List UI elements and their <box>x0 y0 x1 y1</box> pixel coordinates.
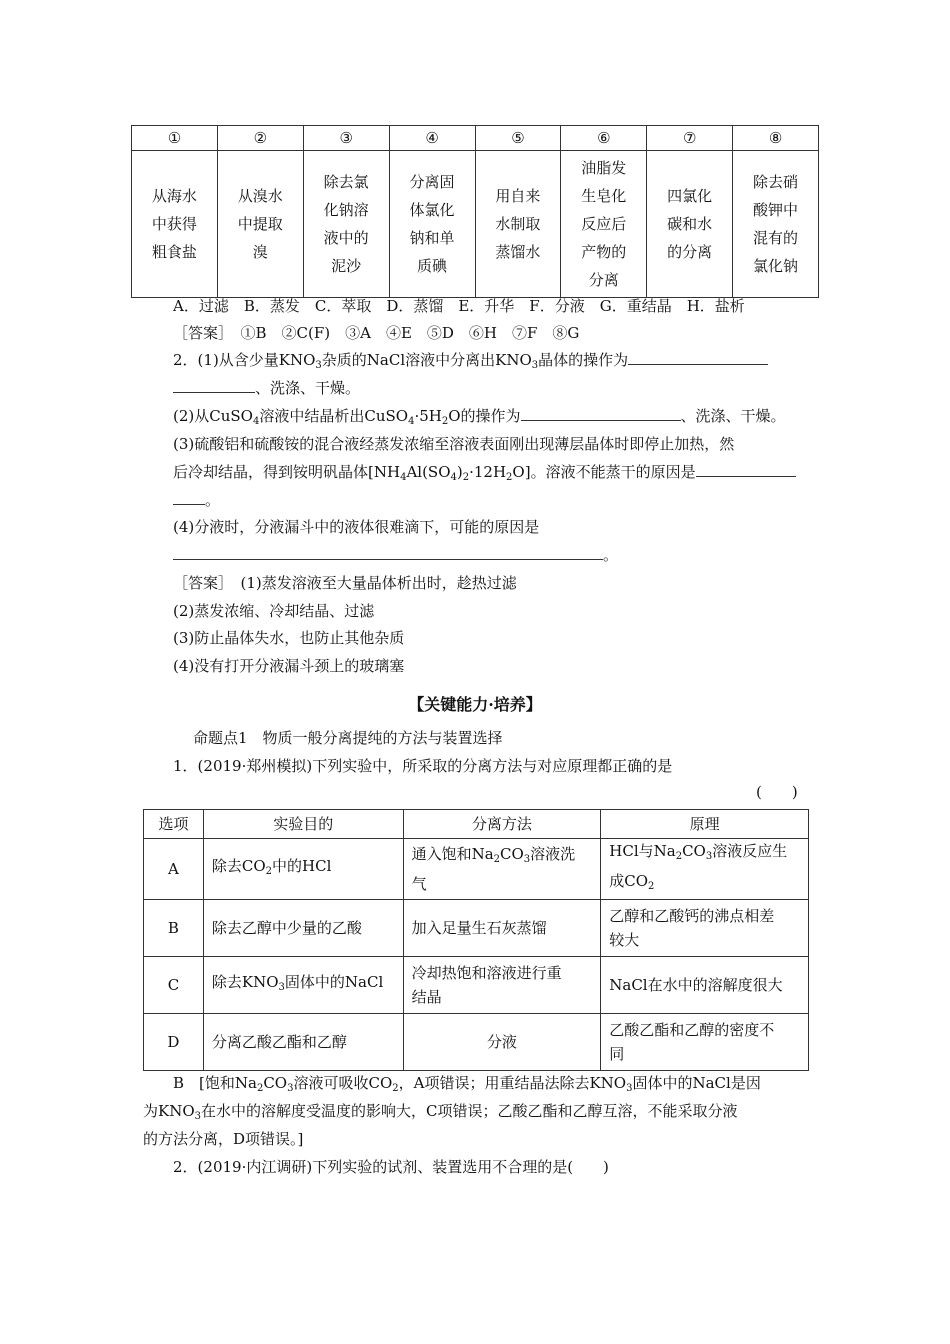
answer-2-line3: (3)防止晶体失水，也防止其他杂质 <box>173 629 405 647</box>
text: 。 <box>205 491 221 509</box>
table1-task <box>475 151 561 298</box>
table1-number: ⑤ <box>475 126 561 151</box>
task-line: 混有的 <box>753 229 799 247</box>
table1-number: ④ <box>389 126 475 151</box>
explanation-line2 <box>143 1101 738 1127</box>
text: CO <box>263 1074 288 1092</box>
table1-number: ③ <box>303 126 389 151</box>
text: ·5H <box>414 407 442 425</box>
answer-2-line2: (2)蒸发浓缩、冷却结晶、过滤 <box>173 602 375 620</box>
subscript: 3 <box>523 854 531 865</box>
q2-part1 <box>173 350 768 376</box>
table-row <box>144 900 809 957</box>
text: 在水中的溶解度受温度的影响大，C项错误；乙酸乙酯和乙醇互溶，不能采取分液 <box>201 1102 738 1120</box>
table1-number: ② <box>217 126 303 151</box>
subscript: 3 <box>315 360 322 371</box>
goal-cell: 分离乙酸乙酯和乙醇 <box>203 1014 403 1071</box>
text: 、洗涤、干燥。 <box>255 379 361 397</box>
method-cell <box>403 839 601 900</box>
text: 除去KNO <box>211 973 279 991</box>
answer-paren: ( ) <box>756 783 798 801</box>
goal-cell: 除去乙醇中少量的乙酸 <box>203 900 403 957</box>
question-2-stem: 2．(2019·内江调研)下列实验的试剂、装置选用不合理的是( ) <box>173 1158 609 1176</box>
task-line: 除去硝 <box>753 173 799 191</box>
options-line: A．过滤 B．蒸发 C．萃取 D．蒸馏 E．升华 F．分液 G．重结晶 H．盐析 <box>173 297 745 315</box>
text: 2．(1)从含少量KNO <box>173 351 316 369</box>
table1-number: ① <box>132 126 218 151</box>
topic-title: 命题点1 物质一般分离提纯的方法与装置选择 <box>193 729 503 747</box>
text: 溶液中结晶析出CuSO <box>259 407 409 425</box>
separation-methods-table <box>131 125 819 298</box>
subscript: 2 <box>648 881 655 892</box>
text: ) <box>456 463 463 481</box>
answer-blank[interactable] <box>173 378 255 393</box>
task-line: 分离 <box>588 271 619 289</box>
goal-cell <box>203 839 403 900</box>
task-line: 中获得 <box>151 215 197 233</box>
text: (2)从CuSO <box>173 407 253 425</box>
text: 同 <box>609 1045 625 1063</box>
text: 固体中的NaCl <box>284 973 384 991</box>
task-line: 液中的 <box>323 229 369 247</box>
principle-cell <box>601 1014 809 1071</box>
table1-number: ⑥ <box>561 126 647 151</box>
task-line: 体氯化 <box>409 201 455 219</box>
text: 溶液洗 <box>530 845 576 863</box>
answer-2-line1: ［答案］ (1)蒸发溶液至大量晶体析出时，趁热过滤 <box>173 574 517 592</box>
task-line: 从海水 <box>151 187 197 205</box>
subscript: 2 <box>462 472 470 483</box>
subscript: 4 <box>400 472 407 483</box>
text: CO <box>682 842 706 860</box>
text: 成CO <box>609 872 649 890</box>
text: 溶液可吸收CO <box>293 1074 393 1092</box>
text: 后冷却结晶，得到铵明矾晶体[NH <box>173 463 401 481</box>
text: Al(SO <box>406 463 451 481</box>
task-line: 从溴水 <box>237 187 283 205</box>
text: 固体中的NaCl是因 <box>632 1074 761 1092</box>
task-line: 用自来 <box>495 187 541 205</box>
text: 乙醇和乙酸钙的沸点相差 <box>609 907 775 925</box>
table1-task <box>647 151 733 298</box>
q2-part4: (4)分液时，分液漏斗中的液体很难滴下，可能的原因是 <box>173 518 540 536</box>
section-heading: 【关键能力·培养】 <box>408 695 542 714</box>
task-line: 除去氯 <box>323 173 369 191</box>
subscript: 3 <box>287 1083 294 1094</box>
text: 杂质的NaCl溶液中分离出KNO <box>321 351 532 369</box>
subscript: 2 <box>493 854 501 865</box>
subscript: 4 <box>408 416 415 427</box>
subscript: 3 <box>194 1111 202 1122</box>
task-line: 水制取 <box>495 215 541 233</box>
text: 乙酸乙酯和乙醇的密度不 <box>609 1021 775 1039</box>
table1-task <box>389 151 475 298</box>
method-cell: 加入足量生石灰蒸馏 <box>403 900 601 957</box>
task-line: 泥沙 <box>331 257 362 275</box>
answer-blank[interactable] <box>173 490 205 505</box>
table1-number: ⑦ <box>647 126 733 151</box>
text: 为KNO <box>143 1102 195 1120</box>
q2-part3-cont <box>173 462 796 488</box>
table1-task <box>561 151 647 298</box>
option-label: B <box>144 900 204 957</box>
subscript: 3 <box>278 982 285 993</box>
option-label: A <box>144 839 204 900</box>
task-line: 生皂化 <box>581 187 627 205</box>
table1-task <box>217 151 303 298</box>
task-line: 溴 <box>252 243 268 261</box>
subscript: 4 <box>450 472 457 483</box>
principle-cell <box>601 839 809 900</box>
header-goal: 实验目的 <box>203 810 403 839</box>
method-cell <box>403 957 601 1014</box>
task-line: 蒸馏水 <box>495 243 541 261</box>
header-method: 分离方法 <box>403 810 601 839</box>
task-line: 碳和水 <box>667 215 713 233</box>
task-line: 分离固 <box>409 173 455 191</box>
subscript: 2 <box>675 851 683 862</box>
answer-blank[interactable] <box>628 350 768 365</box>
table1-task <box>733 151 819 298</box>
task-line: 油脂发 <box>581 159 627 177</box>
text: CO <box>500 845 524 863</box>
question-1-stem: 1．(2019·郑州模拟)下列实验中，所采取的分离方法与对应原理都正确的是 <box>173 757 673 775</box>
option-label: D <box>144 1014 204 1071</box>
q2-part3-end <box>173 490 220 510</box>
task-line: 的分离 <box>667 243 713 261</box>
subscript: 4 <box>252 416 260 427</box>
goal-cell <box>203 957 403 1014</box>
subscript: 2 <box>392 1083 399 1094</box>
header-option: 选项 <box>144 810 204 839</box>
text: 。 <box>603 546 619 564</box>
method-cell: 分液 <box>403 1014 601 1071</box>
table1-number: ⑧ <box>733 126 819 151</box>
text: 气 <box>411 875 427 893</box>
q2-part1-cont <box>173 378 360 398</box>
text: 通入饱和Na <box>411 845 494 863</box>
text: O]。溶液不能蒸干的原因是 <box>512 463 696 481</box>
explanation-line3: 的方法分离，D项错误。] <box>143 1130 304 1148</box>
task-line: 反应后 <box>581 215 627 233</box>
principle-cell <box>601 900 809 957</box>
table-row <box>144 1014 809 1071</box>
subscript: 3 <box>626 1083 633 1094</box>
answer-1: ［答案］ ①B ②C(F) ③A ④E ⑤D ⑥H ⑦F ⑧G <box>173 324 580 342</box>
question-options-table <box>143 809 809 1071</box>
q2-part2 <box>173 406 786 432</box>
task-line: 四氯化 <box>667 187 713 205</box>
answer-blank[interactable] <box>521 406 681 421</box>
text: 除去CO <box>211 857 266 875</box>
header-principle: 原理 <box>601 810 809 839</box>
text: 晶体的操作为 <box>538 351 629 369</box>
task-line: 粗食盐 <box>151 243 197 261</box>
text: 冷却热饱和溶液进行重 <box>411 964 562 982</box>
text: 较大 <box>609 931 640 949</box>
table-row <box>144 957 809 1014</box>
table-row <box>144 839 809 900</box>
answer-2-line4: (4)没有打开分液漏斗颈上的玻璃塞 <box>173 657 405 675</box>
table1-task <box>303 151 389 298</box>
option-label: C <box>144 957 204 1014</box>
text: 中的HCl <box>272 857 332 875</box>
principle-cell: NaCl在水中的溶解度很大 <box>601 957 809 1014</box>
text: O的操作为 <box>448 407 521 425</box>
subscript: 3 <box>705 851 713 862</box>
subscript: 2 <box>506 472 513 483</box>
text: B [饱和Na <box>173 1074 257 1092</box>
task-line: 氯化钠 <box>753 257 799 275</box>
text: ·12H <box>469 463 507 481</box>
q2-part3: (3)硫酸铝和硫酸铵的混合液经蒸发浓缩至溶液表面刚出现薄层晶体时即停止加热，然 <box>173 435 735 453</box>
answer-blank[interactable] <box>696 462 796 477</box>
subscript: 3 <box>531 360 539 371</box>
text: HCl与Na <box>609 842 676 860</box>
table1-task <box>132 151 218 298</box>
subscript: 2 <box>256 1083 264 1094</box>
text: 结晶 <box>411 988 442 1006</box>
task-line: 产物的 <box>581 243 627 261</box>
answer-blank[interactable] <box>173 545 603 560</box>
task-line: 中提取 <box>237 215 283 233</box>
text: ，A项错误；用重结晶法除去KNO <box>398 1074 627 1092</box>
text: 溶液反应生 <box>712 842 788 860</box>
explanation-line1 <box>173 1073 761 1099</box>
text: 、洗涤、干燥。 <box>680 407 786 425</box>
q2-part4-cont <box>173 545 618 565</box>
task-line: 酸钾中 <box>753 201 799 219</box>
task-line: 钠和单 <box>409 229 455 247</box>
task-line: 化钠溶 <box>323 201 369 219</box>
subscript: 2 <box>441 416 449 427</box>
subscript: 2 <box>265 866 273 877</box>
task-line: 质碘 <box>417 257 448 275</box>
